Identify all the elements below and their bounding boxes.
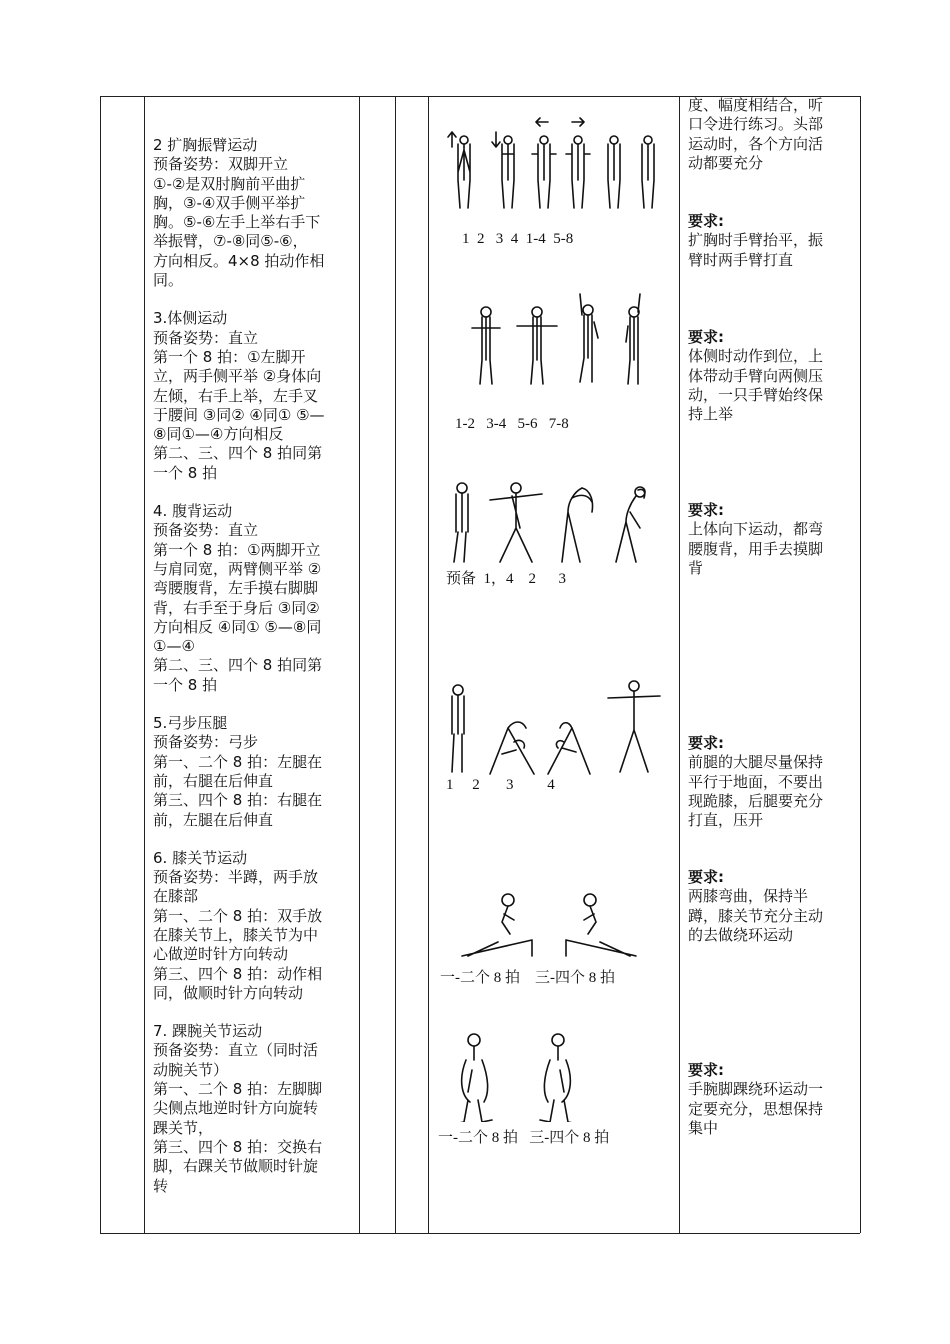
stick-figures-illustration [462,290,652,390]
text-line: ①-②是双肘胸前平曲扩 [153,174,306,193]
text-line: 同。 [153,271,184,290]
text-line: 尖侧点地逆时针方向旋转 [153,1099,319,1118]
requirement-title: 要求: [688,212,724,230]
exercise-section [153,1022,358,1196]
requirement-block [688,501,856,578]
text-line: 持上举 [688,405,734,424]
text-line: 心做逆时针方向转动 [153,945,289,964]
text-line: 第二、三、四个 8 拍同第 [153,444,323,463]
stick-figures-illustration [446,1032,646,1122]
figure-caption: 预备 1，4 2 3 [446,571,567,587]
exercise-section [153,849,358,1003]
text-line: 第一个 8 拍：①两脚开立 [153,540,321,559]
stick-figures-illustration [452,890,652,960]
text-line: 打直，压开 [688,811,764,830]
text-line: 动，一只手臂始终保 [688,385,824,404]
figure-caption: 1 2 3 4 [446,777,555,793]
text-line: 定要充分，思想保持 [688,1099,824,1118]
text-line: 方向相反 ④同① ⑤—⑧同 [153,617,322,636]
requirement-block [688,328,856,424]
text-line: 第一、二个 8 拍：左脚脚 [153,1080,323,1099]
table-col-border [679,96,680,1233]
figure-lunge [442,678,662,778]
stick-figures-illustration [442,474,662,566]
text-line: 一个 8 拍 [153,463,218,482]
text-line: 臂时两手臂打直 [688,250,794,269]
requirement-block [688,212,856,270]
text-line: 第三、四个 8 拍：交换右 [153,1137,323,1156]
text-line: 与肩同宽，两臂侧平举 ② [153,559,322,578]
text-line: 左倾，右手上举，左手叉 [153,386,319,405]
table-col-border [428,96,429,1233]
stick-figures-illustration [440,112,670,217]
figure-chest-expansion [440,112,670,217]
text-line: 预备姿势：直立 [153,328,259,347]
text-line: 踝关节， [153,1118,214,1137]
section-title: 7. 踝腕关节运动 [153,1022,263,1041]
text-line: 预备姿势：弓步 [153,733,259,752]
text-line: 腰腹背，用手去摸脚 [688,539,824,558]
table-col-border [860,96,861,1233]
text-line: 立，两手侧平举 ②身体向 [153,367,322,386]
table-col-border [359,96,360,1233]
text-line: 两膝弯曲，保持半 [688,887,809,906]
text-line: 现跪膝，后腿要充分 [688,791,824,810]
text-line: 转 [153,1176,169,1195]
text-line: 背 [688,558,704,577]
exercise-section [153,714,358,830]
figure-ankle-wrist-rotation [446,1032,646,1122]
text-line: 度、幅度相结合，听 [688,96,824,114]
requirement-title: 要求: [688,734,724,752]
section-title: 6. 膝关节运动 [153,848,248,867]
text-line: 运动时，各个方向活 [688,134,824,153]
text-line: 第二、三、四个 8 拍同第 [153,656,323,675]
figure-knee-rotation [452,890,652,960]
text-line: 一个 8 拍 [153,675,218,694]
table-col-border [395,96,396,1233]
text-line: 弯腰腹背，左手摸右脚脚 [153,579,319,598]
section-title: 5.弓步压腿 [153,714,228,733]
figure-caption: 1 2 3 4 1-4 5-8 [462,231,574,247]
text-line: 在膝关节上，膝关节为中 [153,925,319,944]
requirement-title: 要求: [688,868,724,886]
text-line: 扩胸时手臂抬平，振 [688,231,824,250]
text-line: 胸。⑤-⑥左手上举右手下 [153,213,321,232]
text-line: 同，做顺时针方向转动 [153,983,304,1002]
text-line: 第三、四个 8 拍：动作相 [153,964,323,983]
text-line: 动都要充分 [688,153,764,172]
text-line: 蹲，膝关节充分主动 [688,906,824,925]
text-line: 的去做绕环运动 [688,925,794,944]
text-line: 脚，右踝关节做顺时针旋 [153,1157,319,1176]
text-line: 预备姿势：直立（同时活 [153,1041,319,1060]
text-line: 前，右腿在后伸直 [153,771,274,790]
text-line: 举振臂，⑦-⑧同⑤-⑥， [153,232,308,251]
requirement-title: 要求: [688,328,724,346]
requirement-block [688,1061,856,1138]
text-line: ⑧同①—④方向相反 [153,425,284,444]
figure-side-bend [462,290,652,390]
exercise-section [153,502,358,695]
requirement-title: 要求: [688,501,724,519]
exercise-content-column [153,136,358,1215]
text-line: 手腕脚踝绕环运动一 [688,1080,824,1099]
text-line: 预备姿势：双脚开立 [153,155,289,174]
requirements-intro [688,96,856,173]
section-title: 3.体侧运动 [153,309,228,328]
stick-figures-illustration [442,678,662,778]
figure-waist-bend [442,474,662,566]
text-line: 背，右手至于身后 ③同② [153,598,320,617]
text-line: 预备姿势：半蹲，两手放 [153,868,319,887]
table-col-border [144,96,145,1233]
exercise-section [153,309,358,483]
text-line: 体带动手臂向两侧压 [688,366,824,385]
section-title: 2 扩胸振臂运动 [153,136,258,154]
text-line: 前，左腿在后伸直 [153,810,274,829]
text-line: 集中 [688,1118,719,1137]
text-line: 第三、四个 8 拍：右腿在 [153,791,323,810]
text-line: 上体向下运动，都弯 [688,520,824,539]
text-line: 预备姿势：直立 [153,521,259,540]
text-line: 第一、二个 8 拍：左腿在 [153,752,323,771]
text-line: 在膝部 [153,887,199,906]
section-title: 4. 腹背运动 [153,502,233,521]
figure-caption: 一-二个 8 拍 三-四个 8 拍 [440,970,615,986]
figure-caption: 1-2 3-4 5-6 7-8 [455,416,569,432]
text-line: ①—④ [153,637,195,656]
requirement-title: 要求: [688,1061,724,1079]
text-line: 第一个 8 拍：①左脚开 [153,347,306,366]
text-line: 于腰间 ③同② ④同① ⑤— [153,405,325,424]
requirement-block [688,868,856,945]
text-line: 方向相反。4×8 拍动作相 [153,251,325,270]
text-line: 前腿的大腿尽量保持 [688,753,824,772]
text-line: 口令进行练习。头部 [688,115,824,134]
text-line: 平行于地面，不要出 [688,772,824,791]
text-line: 胸，③-④双手侧平举扩 [153,193,306,212]
figure-caption: 一-二个 8 拍 三-四个 8 拍 [438,1130,610,1146]
exercise-section [153,136,358,290]
requirement-block [688,734,856,830]
text-line: 动腕关节） [153,1060,229,1079]
table-col-border [100,96,101,1233]
text-line: 体侧时动作到位，上 [688,347,824,366]
table-bottom-border [100,1233,860,1234]
text-line: 第一、二个 8 拍：双手放 [153,906,323,925]
